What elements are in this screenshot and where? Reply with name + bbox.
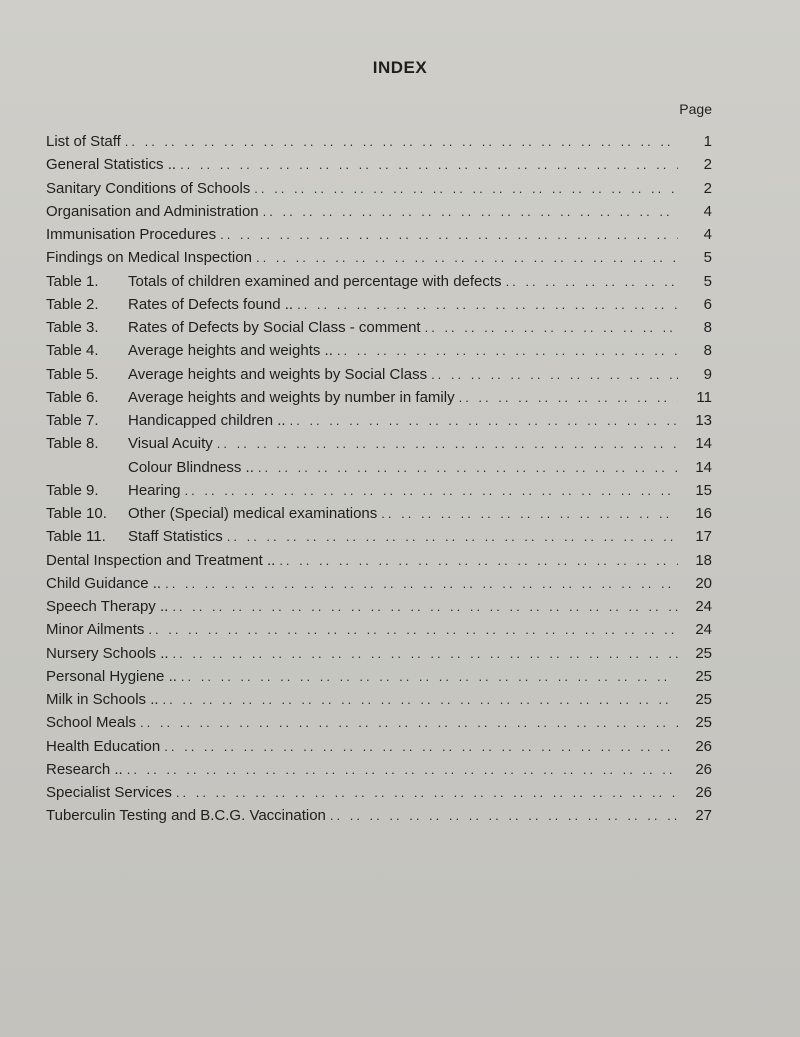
entry-label: Rates of Defects by Social Class - comment [128,319,421,336]
dot-leader [279,549,678,572]
dot-leader [258,456,678,479]
page-number: 8 [703,319,712,336]
index-entry [46,804,712,827]
page-number: 14 [695,435,712,453]
entry-label: Findings on Medical Inspection [46,249,252,267]
entry-label: Sanitary Conditions of Schools [46,179,251,197]
table-number: Table 9. [46,481,99,499]
dot-leader [180,153,678,176]
entry-label: Personal Hygiene .. [46,667,177,685]
dot-leader [459,386,678,409]
dot-leader [185,479,678,502]
entry-label: Immunisation Procedures [46,226,217,243]
entry-label: List of Staff [46,133,121,150]
entry-label: Dental Inspection and Treatment .. [46,551,276,569]
page-number: 11 [696,388,712,406]
table-number: Table 1. [46,272,99,290]
dot-leader [172,595,678,618]
index-entry [46,781,712,804]
table-number: Table 11. [46,528,106,546]
index-entry [46,549,712,572]
dot-leader [163,688,678,711]
index-list [46,130,712,828]
dot-leader [431,363,678,386]
index-entry [46,293,712,316]
page-number: 17 [695,528,712,546]
entry-label: Milk in Schools .. [46,691,159,708]
table-number: Table 7. [46,412,99,429]
index-entry [46,525,712,548]
entry-label: Staff Statistics [128,528,223,546]
page-number: 27 [695,807,712,825]
dot-leader [140,711,678,734]
page-number: 25 [695,714,712,732]
index-entry [46,618,712,641]
index-entry [46,177,712,200]
entry-label: Average heights and weights by number in family [128,388,455,406]
dot-leader [290,409,678,432]
dot-leader [165,572,678,595]
dot-leader [330,804,678,827]
entry-label: Minor Ailments [46,621,145,639]
page-number: 14 [695,458,712,476]
index-entry [46,758,712,781]
dot-leader [256,246,678,269]
entry-label: Rates of Defects found .. [128,295,294,313]
index-entry [46,479,712,502]
index-entry [46,595,712,618]
index-entry [46,642,712,665]
entry-label: Child Guidance .. [46,574,162,592]
page-number: 4 [703,202,712,220]
table-number: Table 2. [46,295,99,313]
entry-label: Specialist Services [46,784,172,801]
index-entry [46,316,712,339]
dot-leader [217,432,678,455]
table-number: Table 6. [46,388,99,406]
dot-leader [337,339,678,362]
dot-leader [254,177,678,200]
entry-label: Totals of children examined and percentage with defects [128,272,502,290]
index-entry [46,386,712,409]
table-number: Table 3. [46,319,99,336]
entry-label: Organisation and Administration [46,202,259,220]
entry-label: Health Education [46,737,161,755]
dot-leader [173,642,678,665]
entry-label: Nursery Schools .. [46,644,169,662]
entry-label: General Statistics .. [46,156,177,174]
page-number: 24 [695,621,712,639]
dot-leader [227,525,678,548]
page-number: 18 [695,551,712,569]
page-title: INDEX [372,58,428,77]
entry-label: Research .. [46,760,123,778]
page-number: 9 [703,365,712,383]
entry-label: Average heights and weights .. [128,342,333,360]
page-number: 5 [703,249,712,267]
dot-leader [220,223,678,246]
page-number: 25 [695,667,712,685]
page-number: 15 [695,481,712,499]
page-number: 16 [695,505,712,522]
dot-leader [127,758,678,781]
table-number: Table 8. [46,435,99,453]
dot-leader [164,735,678,758]
page-column-header: Page [679,101,712,117]
entry-label: Speech Therapy .. [46,598,169,615]
page-number: 25 [695,644,712,662]
dot-leader [425,316,678,339]
entry-label: Visual Acuity [128,435,213,453]
index-entry [46,665,712,688]
index-entry [46,130,712,153]
page-number: 2 [703,179,712,197]
index-entry [46,409,712,432]
index-entry [46,153,712,176]
dot-leader [176,781,678,804]
dot-leader [381,502,678,525]
index-entry [46,711,712,734]
page-number: 24 [695,598,712,615]
dot-leader [297,293,678,316]
page-number: 26 [695,784,712,801]
entry-label: Other (Special) medical examinations [128,505,378,522]
entry-label: Average heights and weights by Social Class [128,365,428,383]
dot-leader [181,665,678,688]
index-entry [46,502,712,525]
dot-leader [263,200,678,223]
page-number: 5 [703,272,712,290]
page-number: 8 [703,342,712,360]
page-number: 25 [695,691,712,708]
page-number: 1 [703,133,712,150]
index-entry [46,200,712,223]
table-number: Table 4. [46,342,99,360]
index-entry [46,688,712,711]
index-entry [46,363,712,386]
dot-leader [125,130,678,153]
dot-leader [148,618,678,641]
entry-label: Tuberculin Testing and B.C.G. Vaccination [46,807,326,825]
table-number: Table 5. [46,365,99,383]
entry-label: Colour Blindness .. [128,458,254,476]
page-number: 2 [703,156,712,174]
dot-leader [506,270,678,293]
index-entry [46,223,712,246]
index-entry [46,735,712,758]
index-entry [46,456,712,479]
page-number: 13 [695,412,712,429]
index-entry [46,270,712,293]
page-number: 6 [703,295,712,313]
entry-label: Handicapped children .. [128,412,286,429]
page-number: 4 [703,226,712,243]
page-number: 26 [695,760,712,778]
entry-label: Hearing [128,481,181,499]
table-number: Table 10. [46,505,107,522]
index-entry [46,572,712,595]
index-entry [46,432,712,455]
page-number: 20 [695,574,712,592]
index-entry [46,246,712,269]
page-number: 26 [695,737,712,755]
index-entry [46,339,712,362]
entry-label: School Meals [46,714,137,732]
